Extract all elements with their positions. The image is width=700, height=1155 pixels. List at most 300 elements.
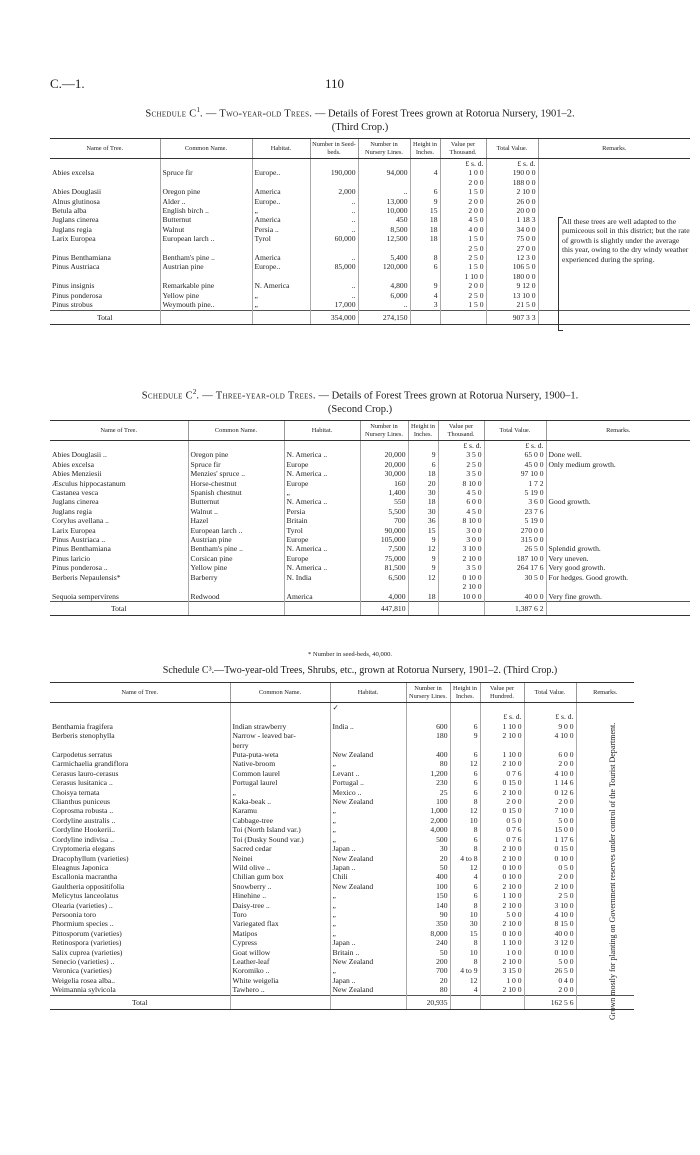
table-cell bbox=[576, 863, 634, 872]
table-cell bbox=[576, 976, 634, 985]
tree-name bbox=[50, 272, 160, 281]
value-per-hundred: 2 10 0 bbox=[480, 919, 524, 928]
common-name: Goat willow bbox=[230, 948, 330, 957]
height: 18 bbox=[408, 592, 438, 602]
tree-name: Berberis Nepaulensis* bbox=[52, 572, 121, 582]
total-value: 4 10 0 bbox=[524, 910, 576, 919]
table-row bbox=[50, 582, 690, 591]
common-name: European larch .. bbox=[188, 526, 284, 535]
habitat: Europe bbox=[284, 460, 360, 469]
tree-name bbox=[50, 741, 230, 750]
value-per-thousand: 4 5 0 bbox=[438, 488, 484, 497]
nursery-lines: 1,400 bbox=[360, 488, 408, 497]
value-per-thousand: 2 0 0 bbox=[440, 206, 486, 215]
height: 18 bbox=[410, 234, 440, 243]
habitat: „ bbox=[330, 759, 406, 768]
table-cell bbox=[406, 703, 450, 713]
nursery-lines: 400 bbox=[406, 750, 450, 759]
table-cell bbox=[576, 750, 634, 759]
value-per-thousand: 1 0 0 bbox=[440, 168, 486, 177]
table-row bbox=[50, 573, 690, 582]
height bbox=[410, 272, 440, 281]
table-row bbox=[50, 272, 690, 281]
table-row bbox=[50, 863, 634, 872]
table-row bbox=[50, 957, 634, 966]
common-name: Puta-puta-weta bbox=[230, 750, 330, 759]
table-cell bbox=[576, 759, 634, 768]
common-name bbox=[160, 244, 252, 253]
value-per-hundred: 1 10 0 bbox=[480, 750, 524, 759]
value-per-thousand: 4 0 0 bbox=[440, 225, 486, 234]
total-value: 65 0 0 bbox=[484, 450, 546, 459]
habitat: New Zealand bbox=[330, 854, 406, 863]
column-header: Common Name. bbox=[188, 421, 284, 441]
value-per-hundred: 0 15 0 bbox=[480, 806, 524, 815]
common-name: Redwood bbox=[188, 592, 284, 602]
value-per-hundred: 1 10 0 bbox=[480, 938, 524, 947]
habitat: America bbox=[252, 253, 310, 262]
table-cell bbox=[310, 159, 358, 169]
common-name: Toro bbox=[230, 910, 330, 919]
table-cell bbox=[408, 441, 438, 451]
habitat: „ bbox=[284, 488, 360, 497]
habitat: N. America .. bbox=[284, 497, 360, 506]
nursery-lines: 81,500 bbox=[360, 563, 408, 572]
table-cell bbox=[546, 601, 690, 615]
habitat bbox=[330, 731, 406, 740]
habitat: Britain .. bbox=[330, 948, 406, 957]
tree-name: Pinus Austriaca .. bbox=[52, 535, 106, 545]
table-row bbox=[50, 825, 634, 834]
tree-name: Larix Europea bbox=[52, 234, 96, 244]
nursery-lines: 4,800 bbox=[358, 281, 410, 290]
nursery-lines: 140 bbox=[406, 901, 450, 910]
table-row bbox=[50, 806, 634, 815]
habitat: Europe.. bbox=[252, 197, 310, 206]
table-cell bbox=[450, 995, 480, 1009]
common-name: Walnut .. bbox=[188, 507, 284, 516]
tree-name bbox=[50, 582, 188, 591]
tree-name: Phormium species .. bbox=[52, 919, 114, 929]
tree-name: Carpodetus serratus bbox=[52, 750, 113, 760]
tree-name: Cerasus lauro-cerasus bbox=[52, 768, 119, 778]
seed-beds: .. bbox=[310, 215, 358, 224]
schedule-c2-footnote: * Number in seed-beds, 40,000. bbox=[307, 651, 393, 658]
value-per-hundred: 5 0 0 bbox=[480, 910, 524, 919]
height: 6 bbox=[450, 835, 480, 844]
table-cell bbox=[230, 703, 330, 713]
table-cell bbox=[50, 703, 230, 713]
tree-name: Cordyline indivisa .. bbox=[52, 834, 115, 844]
nursery-lines: 80 bbox=[406, 985, 450, 995]
habitat: New Zealand bbox=[330, 882, 406, 891]
value-per-hundred: 1 0 0 bbox=[480, 976, 524, 985]
height: 8 bbox=[450, 844, 480, 853]
table-cell bbox=[480, 703, 524, 713]
habitat: Japan .. bbox=[330, 938, 406, 947]
table-cell bbox=[160, 159, 252, 169]
common-name: Corsican pine bbox=[188, 554, 284, 563]
total-value: 0 5 0 bbox=[524, 863, 576, 872]
value-per-thousand: 3 0 0 bbox=[438, 526, 484, 535]
tree-name: Juglans regia bbox=[52, 224, 92, 234]
nursery-lines: 12,500 bbox=[358, 234, 410, 243]
total-value: 190 0 0 bbox=[486, 168, 538, 177]
common-name: Butternut bbox=[160, 215, 252, 224]
habitat: N. America .. bbox=[284, 450, 360, 459]
height: 10 bbox=[450, 816, 480, 825]
table-cell bbox=[576, 872, 634, 881]
total-value: 0 10 0 bbox=[524, 854, 576, 863]
total-value: 4 10 0 bbox=[524, 769, 576, 778]
tree-name: Olearia (varieties) .. bbox=[52, 900, 113, 910]
tree-name: Cryptomeria elegans bbox=[52, 844, 116, 854]
tree-name: Abies Menziesii bbox=[52, 469, 102, 479]
height: 9 bbox=[450, 731, 480, 740]
seed-beds: .. bbox=[310, 253, 358, 262]
unit-row bbox=[50, 441, 690, 451]
habitat: New Zealand bbox=[330, 957, 406, 966]
common-name: Walnut bbox=[160, 225, 252, 234]
table-row bbox=[50, 497, 690, 506]
nursery-lines: 600 bbox=[406, 722, 450, 731]
total-value: 45 0 0 bbox=[484, 460, 546, 469]
total-value: 2 10 0 bbox=[486, 187, 538, 196]
habitat: Japan .. bbox=[330, 863, 406, 872]
common-name: Neinei bbox=[230, 854, 330, 863]
page-reference: C.—1. bbox=[50, 76, 85, 91]
total-value: 2 0 0 bbox=[524, 985, 576, 995]
table-row bbox=[50, 300, 690, 310]
remark bbox=[546, 507, 690, 516]
total-value: 264 17 6 bbox=[484, 563, 546, 572]
remark: Splendid growth. bbox=[546, 544, 690, 553]
table-row bbox=[50, 563, 690, 572]
nursery-lines: 20 bbox=[406, 854, 450, 863]
nursery-lines: 20,000 bbox=[360, 450, 408, 459]
common-name: Oregon pine bbox=[160, 187, 252, 196]
total-value: 2 0 0 bbox=[524, 872, 576, 881]
schedule-c1-title: Schedule $C^1$. — Two-year-old Trees. — Details of Forest Trees grown at Rotorua Nursery, 1901–2. (Third Crop.) bbox=[145, 106, 575, 133]
nursery-lines: 30 bbox=[406, 844, 450, 853]
tree-name: Carmichaelia grandiflora bbox=[52, 759, 129, 769]
table-cell bbox=[576, 731, 634, 740]
value-per-thousand: 3 5 0 bbox=[438, 563, 484, 572]
height: 6 bbox=[450, 769, 480, 778]
total-value: 3 10 0 bbox=[524, 901, 576, 910]
grand-total: 1,387 6 2 bbox=[484, 601, 546, 615]
height: 4 to 8 bbox=[450, 854, 480, 863]
value-per-hundred: 0 7 6 bbox=[480, 769, 524, 778]
height: 15 bbox=[408, 526, 438, 535]
column-header: Number in Seed-beds. bbox=[310, 139, 358, 159]
nursery-lines: 200 bbox=[406, 957, 450, 966]
remark: Very good growth. bbox=[546, 563, 690, 572]
value-per-hundred: 0 15 0 bbox=[480, 778, 524, 787]
height: 6 bbox=[450, 750, 480, 759]
height: 15 bbox=[410, 206, 440, 215]
common-name: Narrow - leaved bar- bbox=[230, 731, 330, 740]
habitat: Japan .. bbox=[330, 844, 406, 853]
height: 30 bbox=[408, 507, 438, 516]
schedule-c3-remarks: Grown mostly for planting on Government reserves under control of the Tourist Department. bbox=[608, 722, 617, 1020]
tree-name: Cordyline australis .. bbox=[52, 815, 116, 825]
table-row bbox=[50, 187, 690, 196]
table-cell bbox=[576, 816, 634, 825]
seed-beds: 190,000 bbox=[310, 168, 358, 177]
common-name: Native-broom bbox=[230, 759, 330, 768]
value-per-thousand: 8 10 0 bbox=[438, 516, 484, 525]
column-header: Name of Tree. bbox=[50, 683, 230, 703]
table-cell bbox=[252, 310, 310, 324]
common-name: Oregon pine bbox=[188, 450, 284, 459]
common-name: Portugal laurel bbox=[230, 778, 330, 787]
table-cell bbox=[576, 901, 634, 910]
table-cell bbox=[410, 310, 440, 324]
nursery-lines bbox=[358, 244, 410, 253]
value-per-hundred: 1 10 0 bbox=[480, 891, 524, 900]
tree-name bbox=[50, 178, 160, 187]
total-seed-beds: 354,000 bbox=[310, 310, 358, 324]
common-name: Remarkable pine bbox=[160, 281, 252, 290]
table-cell bbox=[576, 806, 634, 815]
table-row bbox=[50, 891, 634, 900]
total-value: 26 5 0 bbox=[524, 966, 576, 975]
table-cell bbox=[230, 995, 330, 1009]
value-per-thousand: 0 10 0 bbox=[438, 573, 484, 582]
value-per-thousand: 2 0 0 bbox=[440, 178, 486, 187]
schedule-c3-table bbox=[50, 682, 634, 1010]
nursery-lines: 120,000 bbox=[358, 262, 410, 271]
total-value: 40 0 0 bbox=[484, 592, 546, 602]
value-per-hundred: 2 10 0 bbox=[480, 901, 524, 910]
common-name: Indian strawberry bbox=[230, 722, 330, 731]
table-row bbox=[50, 197, 690, 206]
table-row bbox=[50, 797, 634, 806]
nursery-lines: 1,200 bbox=[406, 769, 450, 778]
common-name: Austrian pine bbox=[188, 535, 284, 544]
brace bbox=[558, 217, 563, 331]
nursery-lines: 20 bbox=[406, 976, 450, 985]
habitat: Persia bbox=[284, 507, 360, 516]
table-row bbox=[50, 526, 690, 535]
column-header: Remarks. bbox=[576, 683, 634, 703]
total-value: 15 0 0 bbox=[524, 825, 576, 834]
total-value: 0 15 0 bbox=[524, 844, 576, 853]
tree-name: Persoonia toro bbox=[52, 909, 97, 919]
height bbox=[408, 582, 438, 591]
table-cell bbox=[576, 957, 634, 966]
height: 6 bbox=[450, 778, 480, 787]
table-cell bbox=[330, 995, 406, 1009]
unit-row bbox=[50, 712, 634, 721]
value-per-thousand: 2 0 0 bbox=[440, 281, 486, 290]
table-cell bbox=[408, 601, 438, 615]
nursery-lines: 50 bbox=[406, 948, 450, 957]
total-value: 7 10 0 bbox=[524, 806, 576, 815]
table-row bbox=[50, 948, 634, 957]
remark: Done well. bbox=[546, 450, 690, 459]
nursery-lines: 25 bbox=[406, 788, 450, 797]
table-cell bbox=[538, 187, 690, 196]
table-cell bbox=[576, 910, 634, 919]
table-row bbox=[50, 788, 634, 797]
table-cell bbox=[284, 601, 360, 615]
value-per-hundred: 2 10 0 bbox=[480, 788, 524, 797]
total-value: 180 0 0 bbox=[486, 272, 538, 281]
table-cell bbox=[450, 712, 480, 721]
common-name: White weigelia bbox=[230, 976, 330, 985]
nursery-lines: 20,000 bbox=[360, 460, 408, 469]
nursery-lines: 160 bbox=[360, 479, 408, 488]
habitat bbox=[252, 244, 310, 253]
total-value: 9 0 0 bbox=[524, 722, 576, 731]
habitat: Britain bbox=[284, 516, 360, 525]
habitat bbox=[252, 178, 310, 187]
height: 4 to 9 bbox=[450, 966, 480, 975]
table-cell bbox=[284, 441, 360, 451]
total-value: 5 0 0 bbox=[524, 816, 576, 825]
common-name: Variegated flax bbox=[230, 919, 330, 928]
tree-name: Senecio (varieties) .. bbox=[52, 956, 115, 966]
table-cell bbox=[576, 769, 634, 778]
total-nursery-lines: 447,810 bbox=[360, 601, 408, 615]
habitat: „ bbox=[330, 825, 406, 834]
common-name: Spruce fir bbox=[188, 460, 284, 469]
value-per-thousand: 3 0 0 bbox=[438, 535, 484, 544]
total-value: 2 10 0 bbox=[524, 882, 576, 891]
column-header: Habitat. bbox=[284, 421, 360, 441]
habitat: „ bbox=[252, 300, 310, 310]
habitat: America bbox=[252, 187, 310, 196]
tree-name bbox=[50, 244, 160, 253]
tree-name: Juglans regia bbox=[52, 506, 92, 516]
nursery-lines: 50 bbox=[406, 863, 450, 872]
table-row bbox=[50, 206, 690, 215]
table-cell bbox=[406, 712, 450, 721]
table-cell bbox=[330, 712, 406, 721]
common-name: European larch .. bbox=[160, 234, 252, 243]
value-per-thousand: 1 10 0 bbox=[440, 272, 486, 281]
common-name: Spanish chestnut bbox=[188, 488, 284, 497]
nursery-lines: 94,000 bbox=[358, 168, 410, 177]
common-name: Yellow pine bbox=[188, 563, 284, 572]
column-header: Name of Tree. bbox=[50, 421, 188, 441]
common-name: Barberry bbox=[188, 573, 284, 582]
table-row bbox=[50, 938, 634, 947]
habitat: Tyrol bbox=[252, 234, 310, 243]
value-per-thousand: 2 5 0 bbox=[438, 460, 484, 469]
nursery-lines: 7,500 bbox=[360, 544, 408, 553]
table-cell bbox=[538, 197, 690, 206]
total-value: 2 0 0 bbox=[524, 797, 576, 806]
habitat: N. India bbox=[284, 573, 360, 582]
table-cell bbox=[576, 788, 634, 797]
height: 6 bbox=[450, 891, 480, 900]
seed-beds: .. bbox=[310, 206, 358, 215]
nursery-lines bbox=[358, 178, 410, 187]
table-cell bbox=[252, 159, 310, 169]
total-value: 75 0 0 bbox=[486, 234, 538, 243]
tree-name: Abies Douglasii .. bbox=[52, 450, 107, 460]
value-per-thousand: 1 5 0 bbox=[440, 262, 486, 271]
table-cell bbox=[546, 441, 690, 451]
total-value: 0 12 6 bbox=[524, 788, 576, 797]
column-header: Number in Nursery Lines. bbox=[406, 683, 450, 703]
nursery-lines: 8,000 bbox=[406, 929, 450, 938]
total-value: 5 19 0 bbox=[484, 516, 546, 525]
total-value: 5 0 0 bbox=[524, 957, 576, 966]
remark: Only medium growth. bbox=[546, 460, 690, 469]
nursery-lines: 230 bbox=[406, 778, 450, 787]
total-row bbox=[50, 310, 690, 324]
habitat: Europe.. bbox=[252, 262, 310, 271]
column-header: Number in Nursery Lines. bbox=[360, 421, 408, 441]
table-row bbox=[50, 281, 690, 290]
value-per-thousand: 2 0 0 bbox=[440, 197, 486, 206]
table-row bbox=[50, 854, 634, 863]
height: 9 bbox=[408, 563, 438, 572]
tree-name: Pinus Benthamiana bbox=[52, 253, 111, 263]
table-cell bbox=[524, 703, 576, 713]
nursery-lines: 80 bbox=[406, 759, 450, 768]
total-value: 0 4 0 bbox=[524, 976, 576, 985]
seed-beds: 60,000 bbox=[310, 234, 358, 243]
tree-name: Pinus Austriaca bbox=[52, 262, 100, 272]
value-per-thousand: 3 5 0 bbox=[438, 469, 484, 478]
common-name: Spruce fir bbox=[160, 168, 252, 177]
tree-name: Veronica (varieties) bbox=[52, 966, 112, 976]
column-header: Habitat. bbox=[330, 683, 406, 703]
common-name: Yellow pine bbox=[160, 291, 252, 300]
common-name: „ bbox=[230, 788, 330, 797]
seed-beds: 2,000 bbox=[310, 187, 358, 196]
table-cell bbox=[576, 995, 634, 1009]
table-row bbox=[50, 516, 690, 525]
nursery-lines: 1,000 bbox=[406, 806, 450, 815]
remark: Very fine growth. bbox=[546, 592, 690, 602]
check-mark: ✓ bbox=[330, 703, 406, 713]
total-value: 1 7 2 bbox=[484, 479, 546, 488]
column-header: Value per Thousand. bbox=[438, 421, 484, 441]
value-per-thousand: 2 10 0 bbox=[438, 554, 484, 563]
seed-beds bbox=[310, 272, 358, 281]
common-name: Weymouth pine.. bbox=[160, 300, 252, 310]
nursery-lines: 105,000 bbox=[360, 535, 408, 544]
tree-name: Retinospora (varieties) bbox=[52, 938, 122, 948]
unit-label: £ s. d. bbox=[484, 441, 546, 451]
habitat bbox=[252, 272, 310, 281]
height: 36 bbox=[408, 516, 438, 525]
tree-name: Cordyline Hookerii.. bbox=[52, 825, 116, 835]
total-value: 26 0 0 bbox=[486, 197, 538, 206]
table-cell bbox=[576, 712, 634, 721]
table-row bbox=[50, 291, 690, 300]
table-cell bbox=[576, 929, 634, 938]
habitat: „ bbox=[330, 806, 406, 815]
common-name: Austrian pine bbox=[160, 262, 252, 271]
tree-name: Sequoia sempervirens bbox=[52, 591, 119, 601]
value-per-hundred bbox=[480, 741, 524, 750]
table-cell bbox=[358, 159, 410, 169]
nursery-lines: 30,000 bbox=[360, 469, 408, 478]
table-row bbox=[50, 731, 634, 740]
table-row bbox=[50, 469, 690, 478]
value-per-thousand: 1 5 0 bbox=[440, 300, 486, 310]
value-per-thousand: 1 5 0 bbox=[440, 187, 486, 196]
tree-name: Cerasus lusitanica .. bbox=[52, 778, 113, 788]
table-cell bbox=[576, 825, 634, 834]
